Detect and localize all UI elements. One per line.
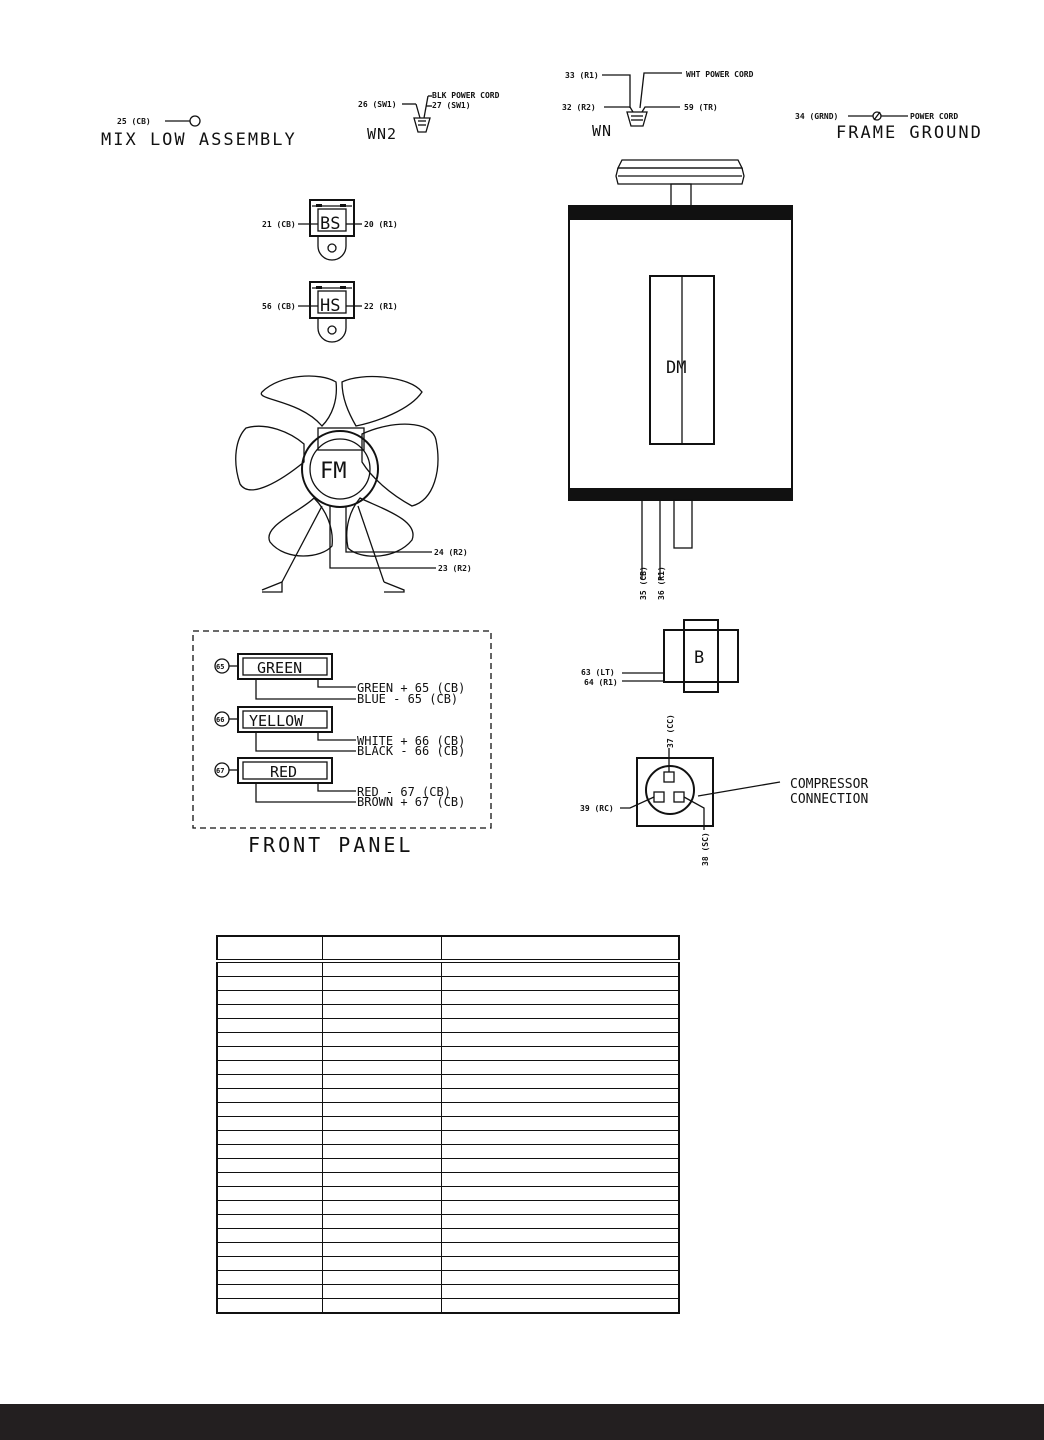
table-cell (442, 1173, 680, 1187)
table-row (217, 1243, 679, 1257)
table-cell (217, 977, 323, 991)
compressor-connection (580, 714, 868, 866)
table-cell (323, 1159, 442, 1173)
fan-wire-a: 24 (R2) (434, 548, 468, 557)
table-row (217, 1299, 679, 1314)
compressor-bottom-wire: 38 (SC) (701, 832, 710, 866)
bs-right-wire: 20 (R1) (364, 220, 398, 229)
component-b (581, 620, 738, 692)
drive-motor-wire-b: 36 (R1) (657, 566, 666, 600)
table-row (217, 961, 679, 977)
light-yellow-name: YELLOW (249, 712, 304, 730)
front-panel-title: FRONT PANEL (248, 833, 414, 857)
light-red-wire1: RED - 67 (CB) (357, 785, 451, 799)
drive-motor-label: DM (666, 358, 687, 378)
table-cell (442, 1159, 680, 1173)
table-cell (217, 1173, 323, 1187)
table-cell (217, 1159, 323, 1173)
table-cell (323, 1299, 442, 1314)
table-row (217, 1257, 679, 1271)
frame-ground-wire: 34 (GRND) (795, 112, 839, 121)
table-cell (323, 961, 442, 977)
table-header-cell (442, 936, 680, 961)
table-cell (217, 1075, 323, 1089)
wn2-wire-nut (358, 91, 500, 143)
table-cell (442, 1299, 680, 1314)
component-b-wire-b: 64 (R1) (584, 678, 618, 687)
table-cell (323, 1033, 442, 1047)
mix-low-wire-label: 25 (CB) (117, 117, 151, 126)
table-row (217, 1145, 679, 1159)
table-body (217, 961, 679, 1313)
table-cell (217, 1061, 323, 1075)
front-panel (193, 631, 491, 857)
hs-label: HS (320, 296, 341, 316)
light-red-wire2: BROWN + 67 (CB) (357, 795, 466, 809)
table-cell (323, 1089, 442, 1103)
table-row (217, 1159, 679, 1173)
table-cell (217, 1033, 323, 1047)
table-cell (323, 1173, 442, 1187)
table-cell (323, 1285, 442, 1299)
light-green-name: GREEN (257, 659, 303, 677)
table-cell (217, 1047, 323, 1061)
bs-label: BS (320, 214, 341, 234)
table-cell (323, 1075, 442, 1089)
table-cell (217, 991, 323, 1005)
wn2-wire-b: 27 (SW1) (432, 101, 471, 110)
table-cell (217, 1145, 323, 1159)
table-cell (442, 991, 680, 1005)
frame-ground-power-label: POWER CORD (910, 112, 959, 121)
table-cell (442, 1131, 680, 1145)
table-cell (217, 1005, 323, 1019)
table-cell (442, 1061, 680, 1075)
table-row (217, 1117, 679, 1131)
drive-motor-wire-a: 35 (CB) (639, 566, 648, 600)
fan-motor-label: FM (320, 459, 347, 484)
table-cell (323, 1131, 442, 1145)
table-cell (442, 1047, 680, 1061)
table-cell (442, 1215, 680, 1229)
component-b-label: B (694, 648, 705, 668)
front-panel-light-yellow (215, 707, 465, 758)
table-cell (442, 1187, 680, 1201)
table-row (217, 1047, 679, 1061)
table-cell (442, 1285, 680, 1299)
table-row (217, 1187, 679, 1201)
table-row (217, 1229, 679, 1243)
table-cell (217, 1299, 323, 1314)
table-row (217, 1005, 679, 1019)
table-cell (323, 1103, 442, 1117)
table-cell (323, 1215, 442, 1229)
footer-bar (0, 1404, 1044, 1440)
bs-switch (262, 200, 398, 260)
table-cell (323, 1271, 442, 1285)
table-cell (323, 977, 442, 991)
table-header-cell (323, 936, 442, 961)
table-cell (217, 961, 323, 977)
table-row (217, 1201, 679, 1215)
table-cell (442, 1033, 680, 1047)
table-cell (442, 1271, 680, 1285)
wn-wire-nut (562, 70, 754, 140)
table-cell (442, 961, 680, 977)
drive-motor (569, 160, 792, 600)
table-row (217, 1019, 679, 1033)
frame-ground-title: FRAME GROUND (836, 123, 983, 143)
component-b-wire-a: 63 (LT) (581, 668, 615, 677)
table-cell (442, 1019, 680, 1033)
wn2-title: WN2 (367, 125, 398, 143)
light-red-name: RED (270, 763, 298, 781)
table-cell (323, 991, 442, 1005)
wn-power-label: WHT POWER CORD (686, 70, 754, 79)
table-cell (323, 1005, 442, 1019)
wn2-wire-a: 26 (SW1) (358, 100, 397, 109)
table-cell (323, 1229, 442, 1243)
compressor-title-line2: CONNECTION (790, 792, 869, 807)
table-cell (442, 1005, 680, 1019)
table-cell (323, 1145, 442, 1159)
table-row (217, 1271, 679, 1285)
table-cell (217, 1019, 323, 1033)
table-row (217, 1089, 679, 1103)
table-cell (442, 977, 680, 991)
light-yellow-num: 66 (216, 716, 225, 724)
table-cell (217, 1257, 323, 1271)
hs-switch (262, 282, 398, 342)
table-header-row (217, 936, 679, 961)
table-cell (442, 1257, 680, 1271)
table-cell (217, 1089, 323, 1103)
fan-motor (236, 376, 472, 592)
table-cell (442, 1103, 680, 1117)
mix-low-assembly (101, 116, 297, 150)
table-cell (217, 1229, 323, 1243)
table-row (217, 1033, 679, 1047)
hs-left-wire: 56 (CB) (262, 302, 296, 311)
table-cell (323, 1201, 442, 1215)
table-row (217, 1173, 679, 1187)
table-row (217, 1061, 679, 1075)
table-row (217, 977, 679, 991)
table-cell (217, 1117, 323, 1131)
table-cell (217, 1103, 323, 1117)
table-row (217, 1215, 679, 1229)
table-cell (442, 1201, 680, 1215)
table-row (217, 1075, 679, 1089)
light-yellow-wire1: WHITE + 66 (CB) (357, 734, 466, 748)
table-cell (217, 1201, 323, 1215)
wn2-power-label: BLK POWER CORD (432, 91, 500, 100)
table-row (217, 1131, 679, 1145)
wire-legend-table (216, 935, 680, 1314)
wn-wire-c: 59 (TR) (684, 103, 718, 112)
wn-wire-b: 32 (R2) (562, 103, 596, 112)
bs-left-wire: 21 (CB) (262, 220, 296, 229)
light-green-num: 65 (216, 663, 225, 671)
table-row (217, 991, 679, 1005)
table-cell (323, 1117, 442, 1131)
table-cell (217, 1243, 323, 1257)
table-row (217, 1103, 679, 1117)
table-cell (442, 1229, 680, 1243)
table-header-cell (217, 936, 323, 961)
compressor-top-wire: 37 (CC) (666, 714, 675, 748)
table-cell (323, 1243, 442, 1257)
light-yellow-wire2: BLACK - 66 (CB) (357, 744, 466, 758)
table-cell (323, 1061, 442, 1075)
hs-right-wire: 22 (R1) (364, 302, 398, 311)
table-row (217, 1285, 679, 1299)
compressor-title-line1: COMPRESSOR (790, 777, 869, 792)
table-cell (323, 1019, 442, 1033)
table-cell (217, 1187, 323, 1201)
table-cell (217, 1131, 323, 1145)
frame-ground (795, 112, 983, 143)
compressor-left-wire: 39 (RC) (580, 804, 614, 813)
fan-wire-b: 23 (R2) (438, 564, 472, 573)
front-panel-light-green (215, 654, 465, 706)
table-cell (323, 1047, 442, 1061)
table-cell (442, 1145, 680, 1159)
table-cell (442, 1089, 680, 1103)
light-green-wire2: BLUE - 65 (CB) (357, 692, 459, 706)
light-red-num: 67 (216, 767, 225, 775)
wn-wire-a: 33 (R1) (565, 71, 599, 80)
front-panel-light-red (215, 758, 465, 809)
table-cell (442, 1075, 680, 1089)
table-cell (217, 1271, 323, 1285)
light-green-wire1: GREEN + 65 (CB) (357, 681, 466, 695)
table-cell (217, 1285, 323, 1299)
table-cell (323, 1187, 442, 1201)
table-cell (442, 1243, 680, 1257)
table-cell (442, 1117, 680, 1131)
wn-title: WN (592, 122, 613, 140)
table-cell (217, 1215, 323, 1229)
mix-low-title: MIX LOW ASSEMBLY (101, 130, 297, 150)
table-cell (323, 1257, 442, 1271)
